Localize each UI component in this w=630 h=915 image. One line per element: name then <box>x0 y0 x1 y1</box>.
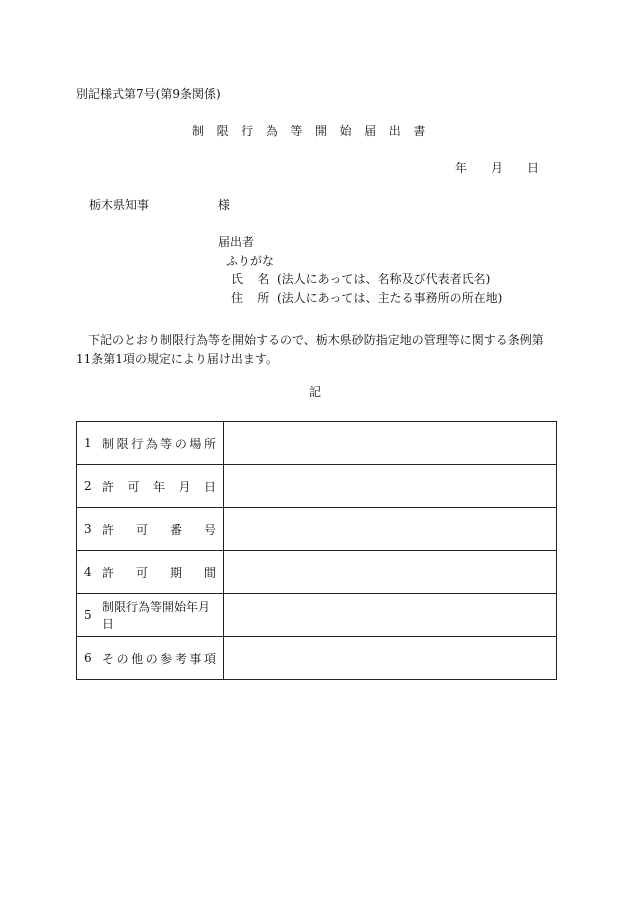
label-char: の <box>145 651 158 666</box>
item-number: 5 <box>84 608 92 622</box>
ki-heading: 記 <box>308 385 321 399</box>
label-char: 月 <box>178 479 191 494</box>
label-char: 可 <box>127 479 140 494</box>
item-number: 4 <box>84 565 92 579</box>
item-number: 1 <box>84 436 92 450</box>
furigana-label: ふりがな <box>226 254 275 268</box>
item-label-cell <box>77 551 224 594</box>
item-number: 3 <box>84 522 92 536</box>
body-text: 下記のとおり制限行為等を開始するので、栃木県砂防指定地の管理等に関する条例第11条第1項の規定により届け出ます。 <box>76 333 544 366</box>
label-char: 為 <box>145 436 158 451</box>
item-value-cell[interactable] <box>224 551 557 594</box>
table-row <box>77 594 557 637</box>
table-row <box>77 508 557 551</box>
label-char: の <box>116 651 129 666</box>
item-value-cell[interactable] <box>224 465 557 508</box>
label-char: 可 <box>135 522 148 537</box>
item-number: 2 <box>84 479 92 493</box>
item-label <box>102 435 223 452</box>
table-row <box>77 551 557 594</box>
address-row <box>231 292 502 304</box>
label-char: 期 <box>169 565 182 580</box>
label-char: 事 <box>189 651 202 666</box>
item-number: 6 <box>84 651 92 665</box>
item-label <box>102 478 223 495</box>
item-label <box>102 564 223 581</box>
label-char: そ <box>102 651 115 666</box>
applicant-label: 届出者 <box>218 235 255 249</box>
items-table <box>76 421 557 680</box>
item-value-cell[interactable] <box>224 594 557 637</box>
label-char: の <box>174 436 187 451</box>
recipient: 栃木県知事 <box>89 198 150 212</box>
item-value-cell[interactable] <box>224 637 557 680</box>
item-label-cell <box>77 465 224 508</box>
date-day: 日 <box>527 161 540 175</box>
label-char: 可 <box>135 565 148 580</box>
item-label-cell <box>77 594 224 637</box>
label-char: 許 <box>102 522 115 537</box>
table-row <box>77 422 557 465</box>
label-char: 行 <box>131 436 144 451</box>
label-char: 他 <box>131 651 144 666</box>
address-note: (法人にあっては、主たる事務所の所在地) <box>277 291 503 305</box>
label-char: 限 <box>116 436 129 451</box>
label-char: 許 <box>102 565 115 580</box>
label-char: 参 <box>160 651 173 666</box>
item-value-cell[interactable] <box>224 508 557 551</box>
label-char: 項 <box>203 651 216 666</box>
label-char: 制 <box>102 436 115 451</box>
label-char: 場 <box>189 436 202 451</box>
document-title: 制限行為等開始届出書 <box>191 124 438 138</box>
address-label: 住所 <box>231 291 284 305</box>
table-row <box>77 637 557 680</box>
name-label: 氏名 <box>231 272 284 286</box>
label-char: 年 <box>152 479 165 494</box>
date-month: 月 <box>491 161 504 175</box>
item-label <box>102 521 223 538</box>
label-char: 間 <box>203 565 216 580</box>
item-label <box>102 650 223 667</box>
label-char: 等 <box>160 436 173 451</box>
label-char: 号 <box>203 522 216 537</box>
table-row <box>77 465 557 508</box>
item-label: 制限行為等開始年月日 <box>102 600 211 631</box>
date-line <box>455 162 539 174</box>
label-char: 許 <box>102 479 115 494</box>
item-value-cell[interactable] <box>224 422 557 465</box>
name-note: (法人にあっては、名称及び代表者氏名) <box>277 272 491 286</box>
item-label-cell <box>77 422 224 465</box>
label-char: 所 <box>203 436 216 451</box>
name-row <box>231 273 490 285</box>
item-label-cell <box>77 508 224 551</box>
label-char: 日 <box>203 479 216 494</box>
item-label-cell <box>77 637 224 680</box>
label-char: 番 <box>169 522 182 537</box>
date-year: 年 <box>455 161 468 175</box>
honorific: 様 <box>218 198 231 212</box>
form-number: 別記様式第7号(第9条関係) <box>76 87 221 101</box>
label-char: 考 <box>174 651 187 666</box>
